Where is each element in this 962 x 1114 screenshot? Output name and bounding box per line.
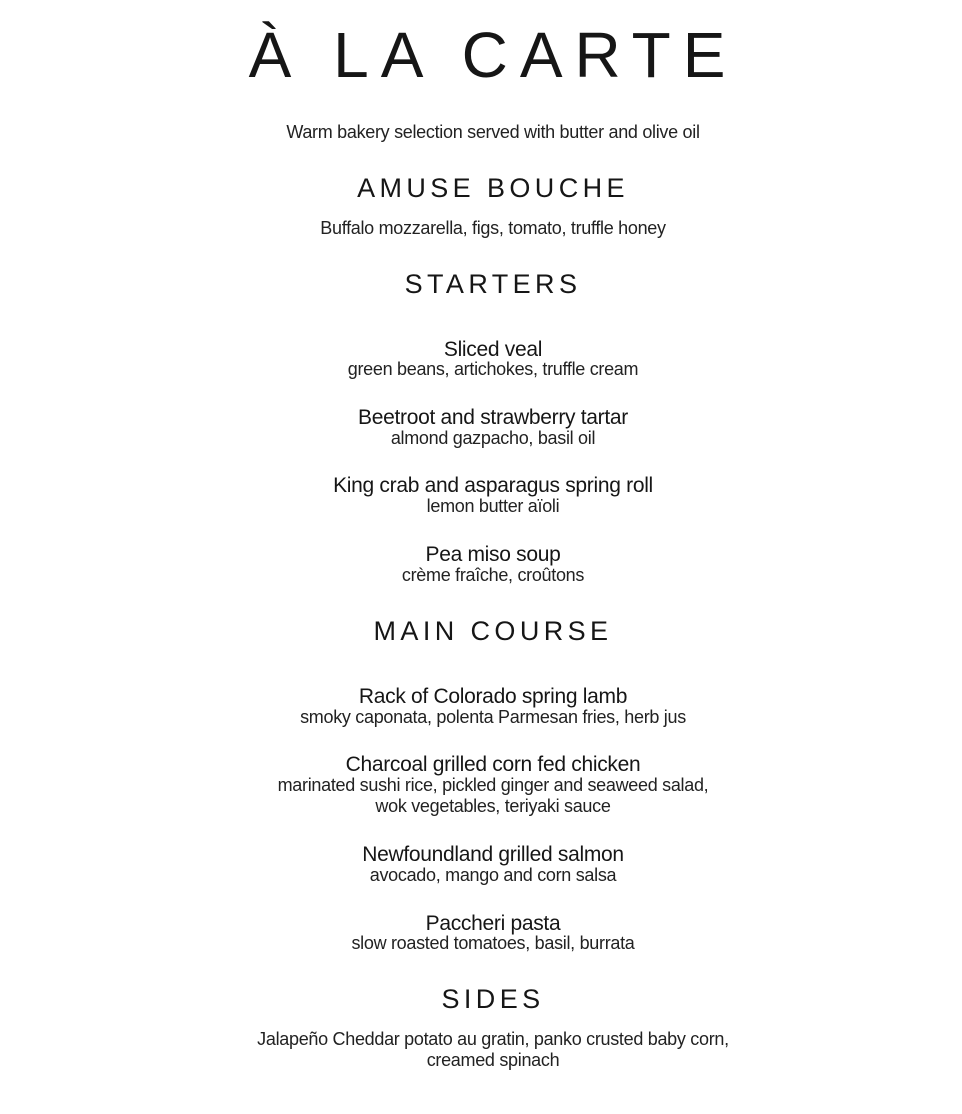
section-heading-starters: STARTERS: [404, 269, 582, 299]
dish-description: almond gazpacho, basil oil: [390, 428, 596, 448]
dish-name: Beetroot and strawberry tartar: [358, 406, 628, 429]
dish-description: smoky caponata, polenta Parmesan fries, herb jus: [300, 707, 686, 727]
dish-description: crème fraîche, croûtons: [401, 565, 585, 585]
dish-description: avocado, mango and corn salsa: [369, 865, 617, 885]
dish-name: Charcoal grilled corn fed chicken: [345, 753, 641, 776]
dish-name: Pea miso soup: [425, 543, 561, 566]
dish-name: King crab and asparagus spring roll: [333, 474, 653, 497]
dish-name: Sliced veal: [443, 338, 543, 361]
section-heading-amuse-bouche: AMUSE BOUCHE: [357, 173, 629, 203]
dish-description: lemon butter aïoli: [426, 496, 560, 516]
dish-description: green beans, artichokes, truffle cream: [347, 359, 639, 379]
dish-description: marinated sushi rice, pickled ginger and seaweed salad,: [277, 775, 709, 795]
sides-text: Jalapeño Cheddar potato au gratin, panko crusted baby corn,: [257, 1029, 729, 1049]
sides-text-line-2: creamed spinach: [426, 1050, 560, 1070]
dish-description: slow roasted tomatoes, basil, burrata: [351, 933, 635, 953]
dish-description-line-2: wok vegetables, teriyaki sauce: [375, 796, 611, 816]
bread-note: Warm bakery selection served with butter and olive oil: [286, 122, 700, 142]
section-heading-main-course: MAIN COURSE: [373, 616, 613, 646]
section-heading-sides: SIDES: [441, 984, 545, 1014]
dish-name: Rack of Colorado spring lamb: [358, 685, 628, 708]
dish-name: Newfoundland grilled salmon: [362, 843, 624, 866]
amuse-bouche-text: Buffalo mozzarella, figs, tomato, truffle honey: [320, 218, 666, 238]
dish-name: Paccheri pasta: [425, 912, 561, 935]
menu-title: À LA CARTE: [248, 19, 738, 91]
